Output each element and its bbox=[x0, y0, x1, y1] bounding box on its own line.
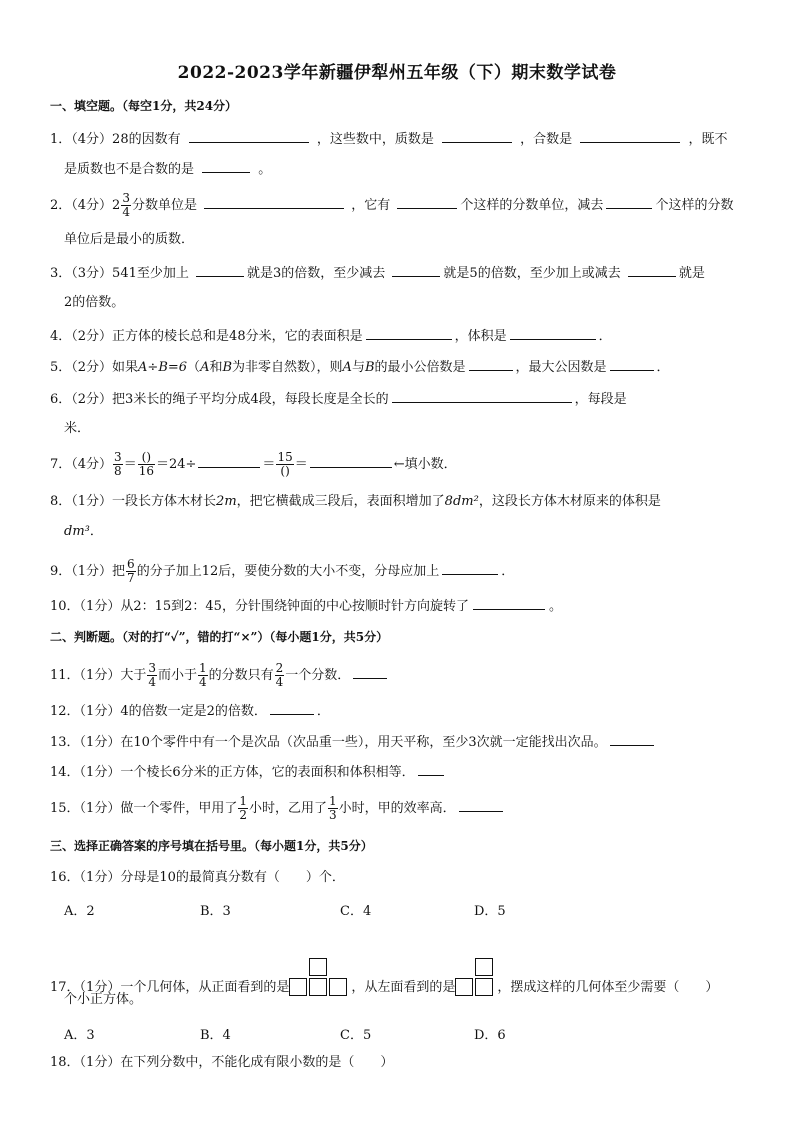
question-1: 1．（4分）28的因数有 ，这些数中，质数是 ，合数是 ，既不 bbox=[50, 128, 727, 150]
front-view-figure bbox=[289, 958, 351, 998]
answer-blank[interactable] bbox=[469, 356, 513, 371]
option-b[interactable]: B．4 bbox=[200, 1028, 231, 1043]
answer-blank[interactable] bbox=[198, 453, 260, 468]
section-choice-heading: 三、选择正确答案的序号填在括号里。（每小题1分，共5分） bbox=[50, 839, 373, 853]
question-16: 16．（1分）分母是10的最简真分数有（ ）个． bbox=[50, 870, 345, 885]
fraction: $\frac{2}{4}$ bbox=[275, 661, 284, 689]
answer-blank[interactable] bbox=[628, 262, 676, 277]
answer-blank[interactable] bbox=[392, 388, 572, 403]
answer-blank[interactable] bbox=[204, 194, 344, 209]
question-8: 8．（1分）一段长方体木材长2m，把它横截成三段后，表面积增加了8dm²，这段长方体木材原来的体积是 bbox=[50, 494, 661, 509]
question-9: 9．（1分）把 $\frac{6}{7}$ 的分子加上12后，要使分数的大小不变，分母应加上 ． bbox=[50, 557, 515, 585]
question-17-cont: 个小正方体。 bbox=[64, 992, 143, 1007]
section-true-false-heading: 二、判断题。（对的打“✓”，错的打“×”）（每小题1分，共5分） bbox=[50, 630, 389, 644]
option-c[interactable]: C．4 bbox=[340, 904, 372, 919]
question-13: 13．（1分）在10个零件中有一个是次品（次品重一些），用天平称，至少3次就一定能找出次品。 bbox=[50, 731, 657, 753]
fraction: $\frac{6}{7}$ bbox=[127, 557, 135, 585]
question-4: 4．（2分）正方体的棱长总和是48分米，它的表面积是 ，体积是 ． bbox=[50, 325, 612, 347]
question-7: 7．（4分） $\frac{3}{8}$ ＝ $\frac{()}{16}$ ＝24÷ ＝ $\frac{15}{()}$ ＝ ←填小数． bbox=[50, 450, 457, 478]
option-d[interactable]: D．6 bbox=[474, 1028, 506, 1043]
answer-blank[interactable] bbox=[442, 128, 512, 143]
answer-blank[interactable] bbox=[473, 595, 545, 610]
answer-blank[interactable] bbox=[606, 194, 652, 209]
answer-blank[interactable] bbox=[196, 262, 244, 277]
question-6-cont: 米． bbox=[64, 421, 91, 436]
question-14: 14．（1分）一个棱长6分米的正方体，它的表面积和体积相等． bbox=[50, 761, 447, 783]
answer-blank[interactable] bbox=[366, 325, 452, 340]
answer-blank[interactable] bbox=[610, 356, 654, 371]
option-b[interactable]: B．3 bbox=[200, 904, 231, 919]
question-2-cont: 单位后是最小的质数． bbox=[64, 232, 195, 247]
fraction: $\frac{3}{4}$ bbox=[148, 661, 156, 689]
question-3-cont: 2的倍数。 bbox=[64, 295, 125, 310]
fraction: $\frac{3}{4}$ bbox=[122, 191, 130, 219]
answer-blank[interactable] bbox=[310, 453, 392, 468]
answer-blank[interactable] bbox=[353, 664, 387, 679]
option-c[interactable]: C．5 bbox=[340, 1028, 372, 1043]
fraction: $\frac{3}{8}$ bbox=[114, 450, 122, 478]
answer-blank[interactable] bbox=[270, 700, 314, 715]
fraction: $\frac{1}{2}$ bbox=[239, 794, 247, 822]
question-15: 15．（1分）做一个零件，甲用了 $\frac{1}{2}$ 小时，乙用了 $\frac{1}{3}$ 小时，甲的效率高． bbox=[50, 795, 506, 822]
question-12: 12．（1分）4的倍数一定是2的倍数． ． bbox=[50, 700, 330, 722]
option-a[interactable]: A．2 bbox=[64, 904, 95, 919]
fraction: $\frac{15}{()}$ bbox=[277, 450, 293, 478]
answer-blank[interactable] bbox=[610, 731, 654, 746]
question-2: 2．（4分）2 $\frac{3}{4}$ 分数单位是 ，它有 个这样的分数单位，减去 个这样的分数 bbox=[50, 191, 734, 219]
option-d[interactable]: D．5 bbox=[474, 904, 506, 919]
question-3: 3．（3分）541至少加上 就是3的倍数，至少减去 就是5的倍数，至少加上或减去 就是 bbox=[50, 262, 705, 284]
answer-blank[interactable] bbox=[510, 325, 596, 340]
question-18: 18．（1分）在下列分数中，不能化成有限小数的是（ ） bbox=[50, 1055, 394, 1070]
fraction: $\frac{()}{16}$ bbox=[138, 450, 154, 478]
answer-blank[interactable] bbox=[442, 560, 498, 575]
fraction: $\frac{1}{4}$ bbox=[198, 661, 207, 689]
question-8-cont: dm³． bbox=[64, 524, 103, 539]
answer-blank[interactable] bbox=[397, 194, 457, 209]
answer-blank[interactable] bbox=[189, 128, 309, 143]
page-title: 2022-2023学年新疆伊犁州五年级（下）期末数学试卷 bbox=[177, 63, 617, 83]
answer-blank[interactable] bbox=[580, 128, 680, 143]
answer-blank[interactable] bbox=[418, 761, 444, 776]
left-view-figure bbox=[455, 958, 497, 998]
question-10: 10．（1分）从2：15到2：45，分针围绕钟面的中心按顺时针方向旋转了 。 bbox=[50, 595, 562, 617]
fraction: $\frac{1}{3}$ bbox=[328, 794, 337, 822]
question-1-cont: 是质数也不是合数的是 。 bbox=[64, 158, 271, 180]
option-a[interactable]: A．3 bbox=[64, 1028, 95, 1043]
question-11: 11．（1分）大于 $\frac{3}{4}$ 而小于 $\frac{1}{4}$ 的分数只有 $\frac{2}{4}$ 一个分数． bbox=[50, 662, 390, 689]
question-6: 6．（2分）把3米长的绳子平均分成4段，每段长度是全长的 ，每段是 bbox=[50, 388, 627, 410]
answer-blank[interactable] bbox=[459, 797, 503, 812]
question-5: 5．（2分）如果A÷B=6（A和B为非零自然数），则A与B的最小公倍数是 ，最大公因数是 ． bbox=[50, 356, 670, 378]
answer-blank[interactable] bbox=[202, 158, 250, 173]
section-fill-blank-heading: 一、填空题。（每空1分，共24分） bbox=[50, 99, 238, 113]
answer-blank[interactable] bbox=[392, 262, 440, 277]
question-17: 17．（1分）一个几何体，从正面看到的是 ，从左面看到的是 ，摆成这样的几何体至少需要（ ） bbox=[50, 958, 718, 998]
